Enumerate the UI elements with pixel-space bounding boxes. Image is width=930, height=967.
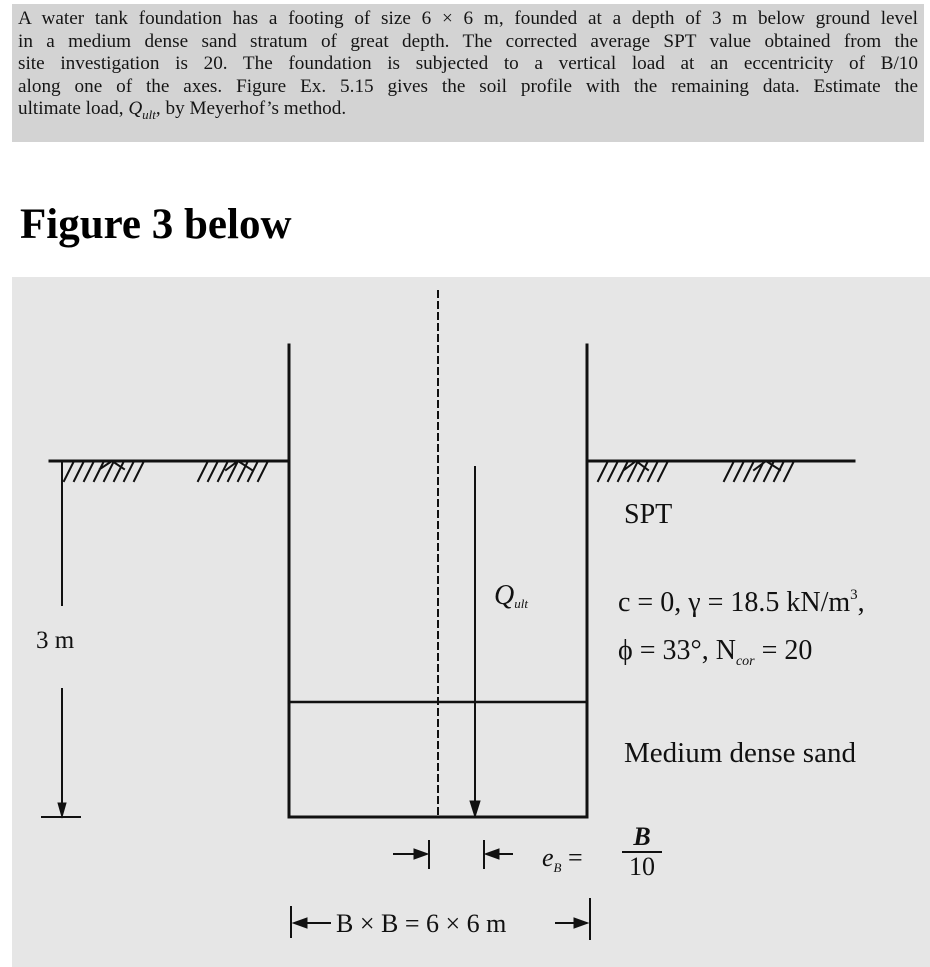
- soil-properties-line-1-text: c = 0, γ = 18.5 kN/m: [618, 587, 851, 618]
- problem-load-subscript: ult: [142, 106, 156, 122]
- load-subscript: ult: [514, 596, 528, 611]
- fraction-denominator: 10: [629, 852, 655, 881]
- soil-properties-line-2-text: ϕ = 33°, N: [618, 635, 736, 666]
- problem-line-1: A water tank foundation has a footing of size 6 × 6 m, founded at a depth of 3 m below ground level: [18, 8, 918, 29]
- load-label: [494, 580, 528, 612]
- soil-properties-line-1: [618, 587, 865, 619]
- problem-line-5: [18, 98, 918, 126]
- load-arrow-head: [470, 801, 480, 817]
- problem-line-2: in a medium dense sand stratum of great depth. The corrected average SPT value obtained from the: [18, 30, 918, 52]
- spt-subscript: cor: [735, 654, 755, 669]
- foundation-figure: [12, 277, 930, 967]
- problem-statement: [12, 4, 924, 142]
- load-symbol: Q: [494, 580, 515, 611]
- foundation-diagram: [12, 277, 930, 967]
- problem-line-4: along one of the axes. Figure Ex. 5.15 gives the soil profile with the remaining data. Estimate the: [18, 75, 918, 97]
- unit-power: 3: [850, 587, 858, 603]
- eccentricity-equals: =: [561, 843, 583, 872]
- ground-hatch-left-2: [198, 461, 268, 481]
- eccentricity-label: [542, 843, 583, 876]
- ground-hatch-right-2: [724, 461, 794, 481]
- problem-line-5-prefix: ultimate load,: [18, 98, 129, 119]
- soil-properties-line-2: [618, 635, 812, 670]
- figure-heading: Figure 3 below: [20, 201, 292, 248]
- soil-properties-line-2-suffix: = 20: [754, 635, 813, 666]
- problem-load-symbol: Q: [128, 98, 143, 119]
- eccentricity-symbol: e: [542, 843, 554, 872]
- width-arrow-right-head: [574, 918, 588, 928]
- ground-hatch-right-1: [598, 461, 668, 481]
- soil-name-label: Medium dense sand: [624, 737, 856, 769]
- eccentricity-subscript: B: [553, 860, 562, 875]
- ground-hatch-left-1: [64, 461, 144, 481]
- depth-label: 3 m: [36, 627, 75, 654]
- soil-properties-line-1-suffix: ,: [857, 587, 865, 618]
- problem-line-3: site investigation is 20. The foundation is subjected to a vertical load at an eccentricity of B/10: [18, 53, 918, 74]
- spt-label: SPT: [624, 499, 673, 530]
- footing-size-label: B × B = 6 × 6 m: [336, 909, 507, 938]
- eccentricity-fraction: [622, 823, 662, 880]
- ecc-arrow-left-head: [414, 849, 428, 859]
- ecc-arrow-right-head: [485, 849, 499, 859]
- fraction-numerator: B: [622, 823, 662, 853]
- depth-dim-arrow: [58, 803, 66, 817]
- problem-line-5-suffix: , by Meyerhof’s method.: [155, 98, 347, 119]
